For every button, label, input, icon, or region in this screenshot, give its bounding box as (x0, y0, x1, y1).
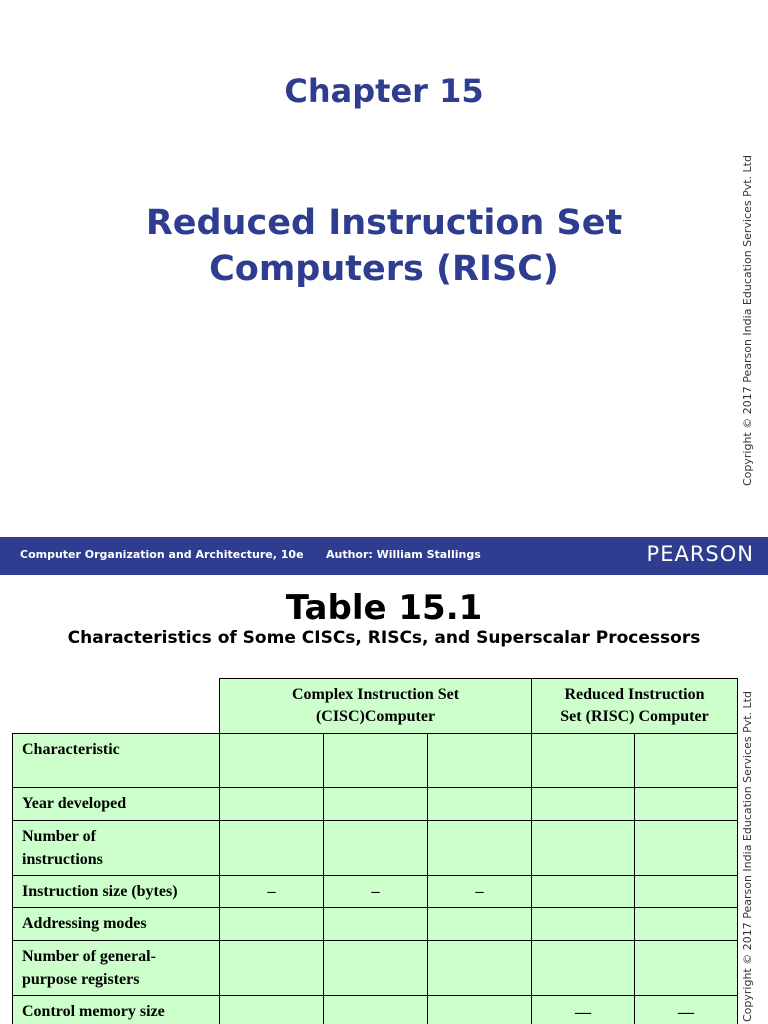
table-cell (324, 788, 428, 821)
table-cell (220, 821, 324, 876)
copyright-notice: Copyright © 2017 Pearson India Education Services Pvt. Ltd (741, 691, 754, 1022)
table-cell (635, 788, 738, 821)
table-cell (324, 908, 428, 941)
copyright-notice: Copyright © 2017 Pearson India Education Services Pvt. Ltd (741, 155, 754, 486)
cisc-group-header: Complex Instruction Set (CISC)Computer (220, 679, 532, 734)
characteristics-table (12, 678, 738, 1024)
row-label: Year developed (13, 788, 220, 821)
table-row (13, 734, 738, 788)
table-cell: – (428, 876, 532, 908)
table-cell (532, 941, 635, 996)
row-label: Instruction size (bytes) (13, 876, 220, 908)
table-cell (428, 908, 532, 941)
table-cell (220, 908, 324, 941)
table-cell (220, 996, 324, 1024)
table-cell (532, 908, 635, 941)
slide-title (0, 200, 768, 292)
table-slide (0, 576, 768, 1024)
table-row (13, 908, 738, 941)
table-row (13, 876, 738, 908)
slide-title-line-1: Reduced Instruction Set (145, 203, 623, 243)
table-cell (532, 821, 635, 876)
table-row (13, 788, 738, 821)
table-cell (635, 908, 738, 941)
table-row (13, 996, 738, 1024)
row-label: Control memory size (13, 996, 220, 1024)
table-cell (635, 941, 738, 996)
pearson-logo: PEARSON (646, 542, 754, 566)
row-label: Addressing modes (13, 908, 220, 941)
table-cell (324, 821, 428, 876)
table-cell (428, 788, 532, 821)
chapter-heading: Chapter 15 (284, 72, 484, 110)
table-cell (220, 941, 324, 996)
footer-book-title: Computer Organization and Architecture, 10e (20, 548, 304, 561)
header-blank-cell (13, 679, 220, 734)
table-cell (428, 734, 532, 788)
row-label: Characteristic (13, 734, 220, 788)
table-cell (532, 876, 635, 908)
row-label: Number of general- purpose registers (13, 941, 220, 996)
table-cell (428, 941, 532, 996)
table-row (13, 821, 738, 876)
footer-author: Author: William Stallings (326, 548, 481, 561)
table-cell (428, 996, 532, 1024)
table-cell: – (324, 876, 428, 908)
table-cell (428, 821, 532, 876)
table-cell (324, 941, 428, 996)
table-cell (635, 734, 738, 788)
table-subtitle: Characteristics of Some CISCs, RISCs, and Superscalar Processors (67, 628, 701, 648)
table-cell (220, 788, 324, 821)
table-cell: – (220, 876, 324, 908)
footer-bar (0, 537, 768, 575)
table-cell (635, 876, 738, 908)
table-cell (635, 821, 738, 876)
risc-group-header: Reduced Instruction Set (RISC) Computer (532, 679, 738, 734)
table-cell (220, 734, 324, 788)
table-row (13, 941, 738, 996)
table-cell (324, 734, 428, 788)
table-cell (324, 996, 428, 1024)
slide-title-line-2: Computers (RISC) (209, 249, 559, 289)
table-header-row (13, 679, 738, 734)
table-cell (532, 734, 635, 788)
row-label: Number of instructions (13, 821, 220, 876)
table-cell: — (635, 996, 738, 1024)
table-title: Table 15.1 (285, 588, 483, 628)
table-cell: — (532, 996, 635, 1024)
table-cell (532, 788, 635, 821)
